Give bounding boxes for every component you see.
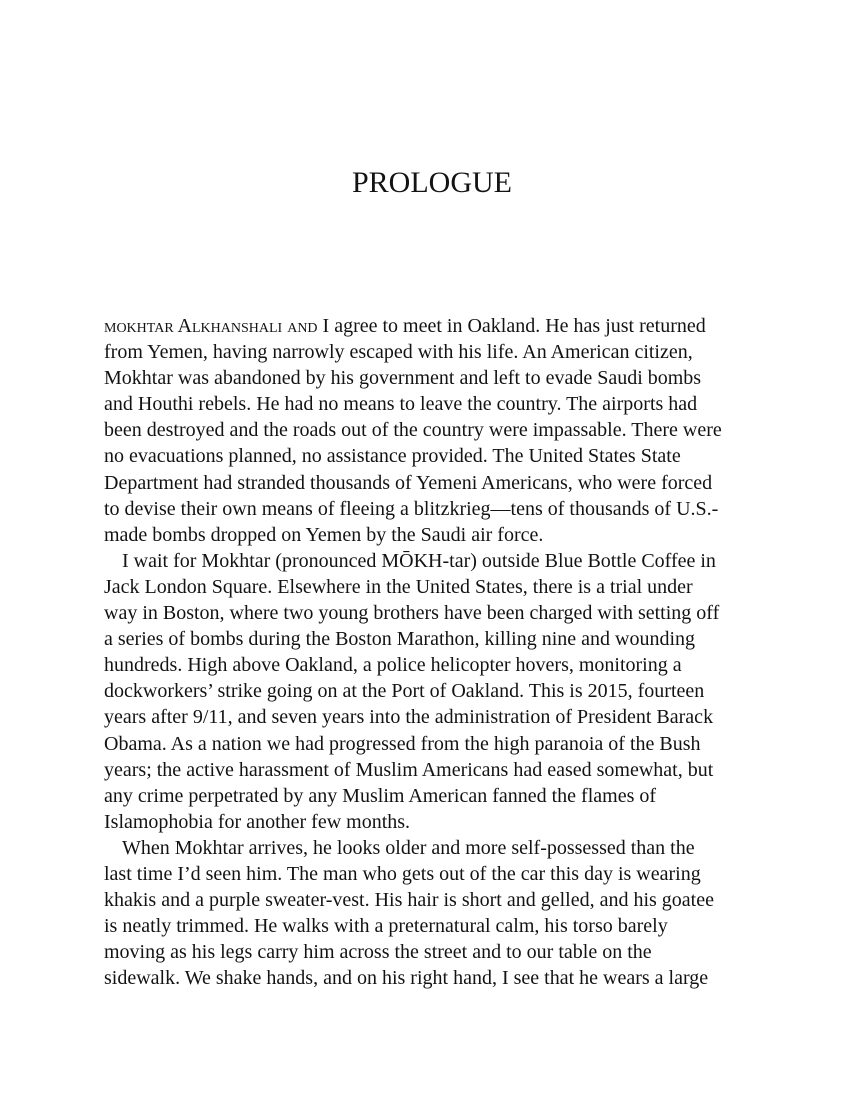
text-line: been destroyed and the roads out of the country were impassable. There were bbox=[104, 419, 722, 442]
text-line: hundreds. High above Oakland, a police helicopter hovers, monitoring a bbox=[104, 654, 682, 677]
text-line: from Yemen, having narrowly escaped with his life. An American citizen, bbox=[104, 341, 693, 364]
text-line: Islamophobia for another few months. bbox=[104, 810, 411, 833]
paragraph bbox=[104, 835, 760, 992]
text-line: and Houthi rebels. He had no means to leave the country. The airports had bbox=[104, 393, 698, 416]
text-line: to devise their own means of fleeing a blitzkrieg—tens of thousands of U.S.- bbox=[104, 497, 719, 520]
text-line: way in Boston, where two young brothers have been charged with setting off bbox=[104, 602, 720, 625]
text-line: a series of bombs during the Boston Marathon, killing nine and wounding bbox=[104, 628, 696, 651]
text-line: sidewalk. We shake hands, and on his right hand, I see that he wears a large bbox=[104, 967, 709, 990]
text-line: is neatly trimmed. He walks with a preternatural calm, his torso barely bbox=[104, 915, 668, 938]
text-line: Jack London Square. Elsewhere in the United States, there is a trial under bbox=[104, 575, 693, 598]
chapter-title: PROLOGUE bbox=[351, 166, 512, 199]
small-caps-lead: mokhtar Alkhanshali and bbox=[104, 315, 318, 337]
text-line: Mokhtar was abandoned by his government and left to evade Saudi bombs bbox=[104, 367, 702, 390]
text-line: years after 9/11, and seven years into the administration of President Barack bbox=[104, 706, 714, 729]
text-line: Obama. As a nation we had progressed from the high paranoia of the Bush bbox=[104, 732, 701, 755]
text-line: made bombs dropped on Yemen by the Saudi air force. bbox=[104, 523, 544, 546]
text-line: khakis and a purple sweater-vest. His hair is short and gelled, and his goatee bbox=[104, 889, 714, 912]
text-line: last time I’d seen him. The man who gets out of the car this day is wearing bbox=[104, 862, 701, 885]
paragraph bbox=[104, 313, 760, 548]
text-line: I wait for Mokhtar (pronounced MŌKH-tar) outside Blue Bottle Coffee in bbox=[122, 549, 716, 572]
text-line: any crime perpetrated by any Muslim American fanned the flames of bbox=[104, 784, 657, 807]
text-line: When Mokhtar arrives, he looks older and more self-possessed than the bbox=[122, 836, 695, 859]
page-body bbox=[104, 313, 760, 991]
text-line: mokhtar Alkhanshali and I agree to meet in Oakland. He has just returned bbox=[104, 315, 706, 337]
text-line: years; the active harassment of Muslim Americans had eased somewhat, but bbox=[104, 758, 714, 781]
text-line: Department had stranded thousands of Yemeni Americans, who were forced bbox=[104, 471, 713, 494]
paragraph bbox=[104, 548, 760, 835]
text-line: dockworkers’ strike going on at the Port of Oakland. This is 2015, fourteen bbox=[104, 680, 705, 703]
text-line: moving as his legs carry him across the street and to our table on the bbox=[104, 941, 652, 964]
text-line: no evacuations planned, no assistance provided. The United States State bbox=[104, 445, 681, 468]
